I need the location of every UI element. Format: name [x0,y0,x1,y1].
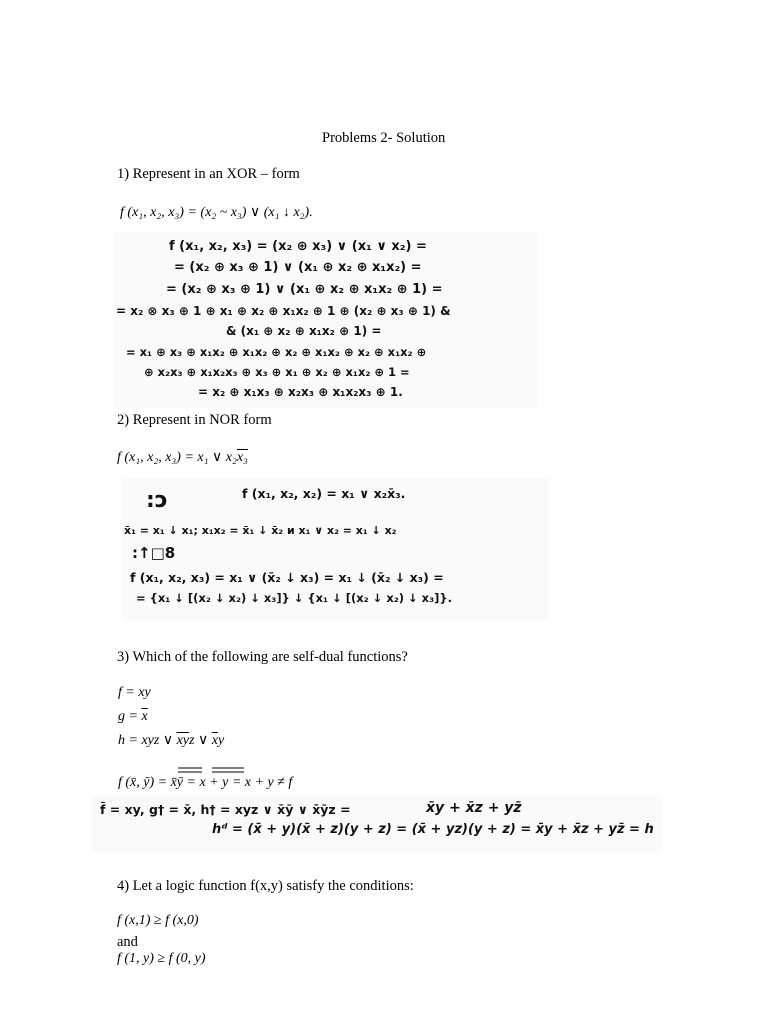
function-g [118,709,148,725]
hand-line: = {x₁ ↓ [(x₂ ↓ x₂) ↓ x₃]} ↓ {x₁ ↓ [(x₂ ↓ x₂) ↓ x₃]}. [136,591,452,605]
handwritten-solution-3 [92,796,662,852]
problem-3-heading: 3) Which of the following are self-dual functions? [117,649,408,665]
hand-line: ⊕ x₂x₃ ⊕ x₁x₂x₃ ⊕ x₃ ⊕ x₁ ⊕ x₂ ⊕ x₁x₂ ⊕ 1 = [144,365,410,379]
hand-line: & (x₁ ⊕ x₂ ⊕ x₁x₂ ⊕ 1) = [226,324,382,338]
h-negated-2: $\overline{x}$ [211,733,218,748]
handwritten-solution-2 [122,478,548,620]
hand-label: :ɔ [146,488,168,513]
h-mid: z ∨ [189,733,212,748]
hand-line: f (x₁, x₂, x₂) = x₁ ∨ x₂x̄₃. [242,486,406,501]
conjunction-and: and [117,934,138,950]
hand-line: = (x₂ ⊕ x₃ ⊕ 1) ∨ (x₁ ⊕ x₂ ⊕ x₁x₂ ⊕ 1) = [166,282,443,297]
hand-label: :↑□8 [132,544,176,562]
hand-line: = x₂ ⊕ x₁x₃ ⊕ x₂x₃ ⊕ x₁x₂x₃ ⊕ 1. [198,385,403,399]
hand-line: f (x₁, x₂, x₃) = x₁ ∨ (x̄₂ ↓ x₃) = x₁ ↓ (x̄₂ ↓ x₃) = [130,570,444,585]
hand-line: = x₂ ⊗ x₃ ⊕ 1 ⊕ x₁ ⊕ x₂ ⊕ x₁x₂ ⊕ 1 ⊕ (x₂ ⊕ x₃ ⊕ 1) & [116,304,451,318]
hand-line: x̄₁ = x₁ ↓ x₁; x₁x₂ = x̄₁ ↓ x̄₂ и x₁ ∨ x₂ = x₁ ↓ x₂ [124,524,397,537]
problem-2-heading: 2) Represent in NOR form [117,412,272,428]
formula-negated: x₃ [236,450,248,465]
h-prefix: h = xyz ∨ [118,733,177,748]
problem-2-formula [117,449,248,466]
hand-line: hᵈ = (x̄ + y)(x̄ + z)(y + z) = (x̄ + yz)(y + z) = x̄y + x̄z + yz̄ = h [212,822,654,837]
function-f: f = xy [118,685,151,700]
dual-check-line: f (x̄, ȳ) = x̄ȳ = x + y = x + y ≠ f [118,775,293,790]
function-h [118,732,224,749]
hand-line: = (x₂ ⊕ x₃ ⊕ 1) ∨ (x₁ ⊕ x₂ ⊕ x₁x₂) = [174,260,422,275]
g-negated: $\overline{x}$ [141,709,148,724]
problem-1-heading: 1) Represent in an XOR – form [117,166,300,182]
condition-2: f (1, y) ≥ f (0, y) [117,951,206,966]
hand-line: x̄y + x̄z + yz̄ [426,800,522,816]
formula-prefix: f (x₁, x₂, x₃) = x₁ ∨ x₂ [117,450,237,465]
problem-1-formula: f (x₁, x₂, x₃) = (x₂ ~ x₃) ∨ (x₁ ↓ x₂). [120,205,313,220]
dual-overbars [160,766,280,776]
g-prefix: g = [118,709,142,724]
hand-line: f̄ = xy, g† = x̄, h† = xyz ∨ x̄ȳ ∨ x̄ȳz = [100,802,351,817]
h-negated-1: $\overline{xy}$ [176,733,190,748]
condition-1: f (x,1) ≥ f (x,0) [117,913,199,928]
page-title: Problems 2- Solution [322,130,446,146]
handwritten-solution-1 [114,232,538,408]
problem-4-heading: 4) Let a logic function f(x,y) satisfy the conditions: [117,878,414,894]
hand-line: = x₁ ⊕ x₃ ⊕ x₁x₂ ⊕ x₁x₂ ⊕ x₂ ⊕ x₁x₂ ⊕ x₂ ⊕ x₁x₂ ⊕ [126,345,427,359]
hand-line: f (x₁, x₂, x₃) = (x₂ ⊕ x₃) ∨ (x₁ ∨ x₂) = [169,239,427,254]
h-end: y [217,733,225,748]
